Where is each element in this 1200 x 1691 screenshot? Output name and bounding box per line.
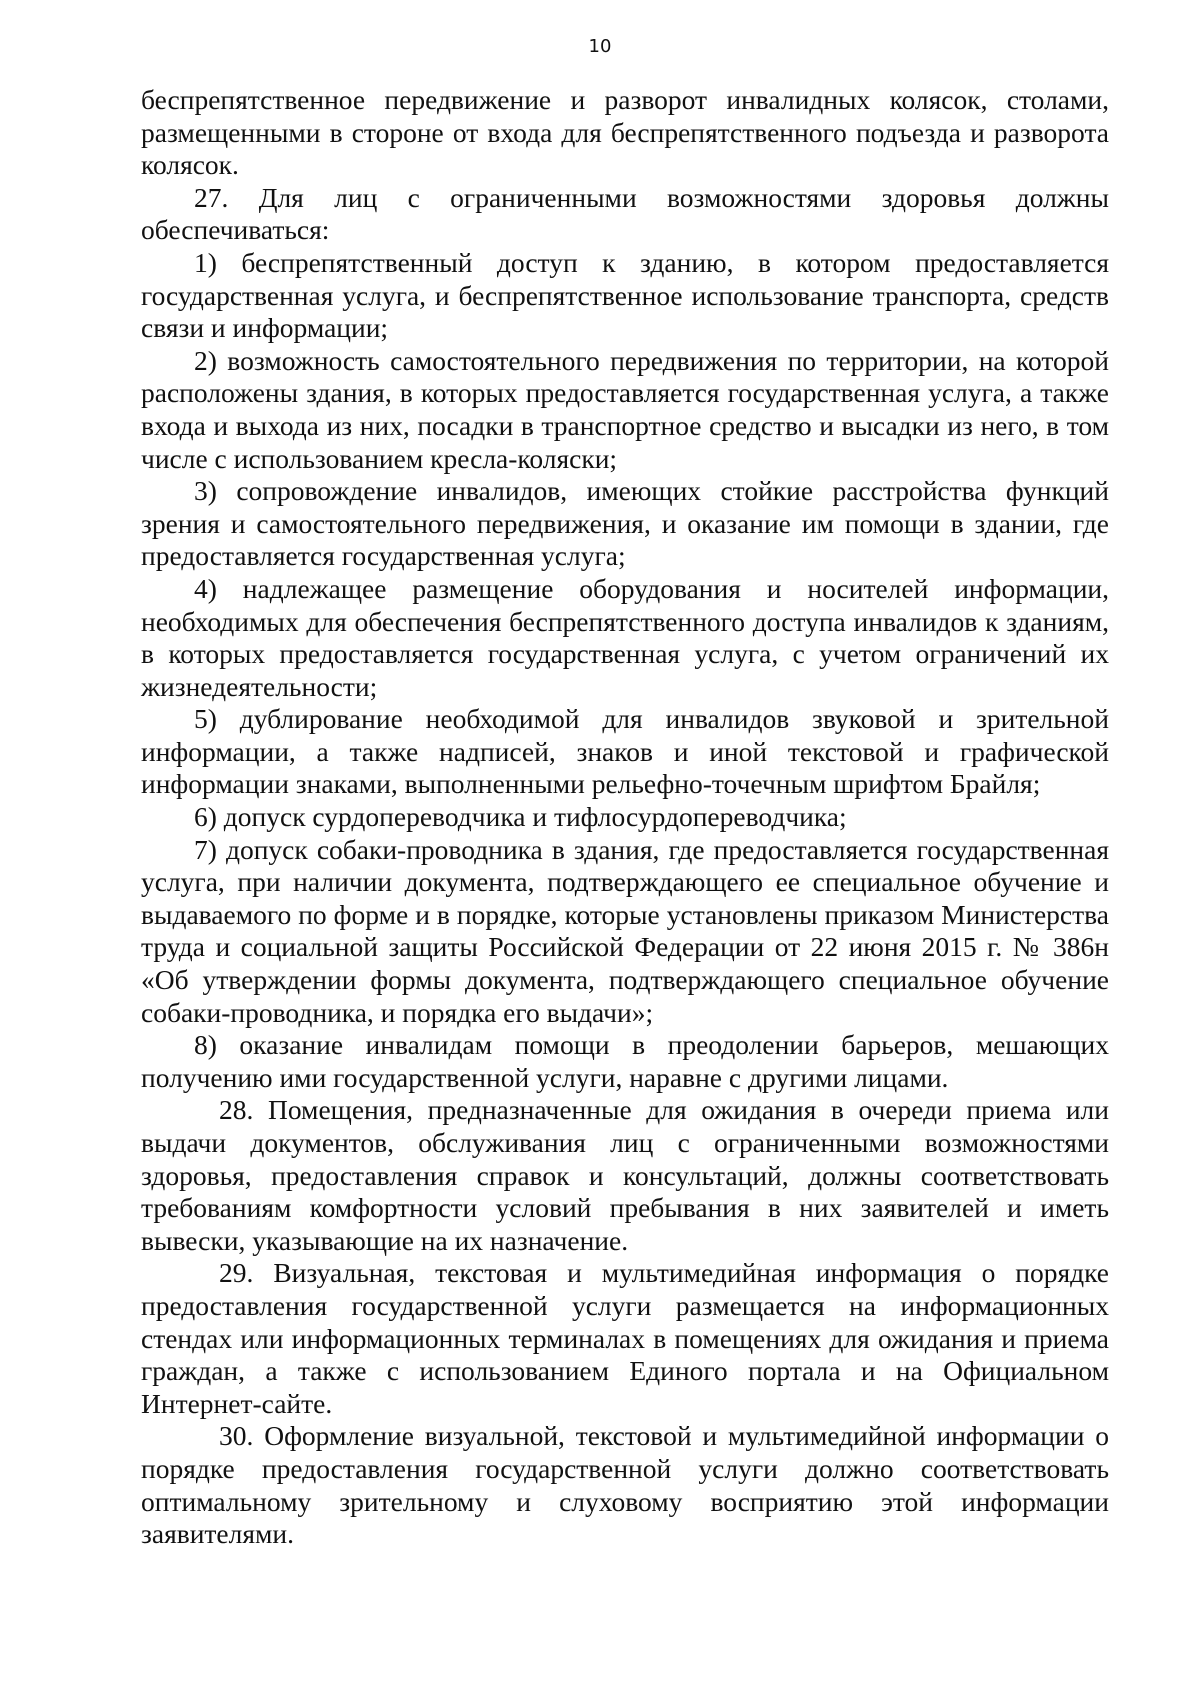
list-item-7: 7) допуск собаки-проводника в здания, где предоставляется государственная услуга, при наличии документа, подтверждающего ее специальное обучение и выдаваемого по форме и в порядке, которые установлены приказом Министерства труда и социальной защиты Российской Федерации от 22 июня 2015 г. № 386н «Об утверждении формы документа, подтверждающего специальное обучение собаки-проводника, и порядка его выдачи»;	[141, 833, 1109, 1028]
paragraph-item-28: 28. Помещения, предназначенные для ожидания в очереди приема или выдачи документов, обслуживания лиц с ограниченными возможностями здоровья, предоставления справок и консультаций, должны соответствовать требованиям комфортности условий пребывания в них заявителей и иметь вывески, указывающие на их назначение.	[141, 1094, 1109, 1256]
document-body	[141, 84, 1109, 1551]
list-item-2: 2) возможность самостоятельного передвижения по территории, на которой расположены здания, в которых предоставляется государственная услуга, а также входа и выхода из них, посадки в транспортное средство и высадки из него, в том числе с использованием кресла-коляски;	[141, 344, 1109, 474]
list-item-1: 1) беспрепятственный доступ к зданию, в котором предоставляется государственная услуга, и беспрепятственное использование транспорта, средств связи и информации;	[141, 246, 1109, 344]
paragraph-continuation: беспрепятственное передвижение и разворот инвалидных колясок, столами, размещенными в стороне от входа для беспрепятственного подъезда и разворота колясок.	[141, 84, 1109, 181]
paragraph-item-29: 29. Визуальная, текстовая и мультимедийная информация о порядке предоставления государственной услуги размещается на информационных стендах или информационных терминалах в помещениях для ожидания и приема граждан, а также с использованием Единого портала и на Официальном Интернет-сайте.	[141, 1257, 1109, 1419]
list-item-5: 5) дублирование необходимой для инвалидов звуковой и зрительной информации, а также надписей, знаков и иной текстовой и графической информации знаками, выполненными рельефно-точечным шрифтом Брайля;	[141, 703, 1109, 800]
page-number: 10	[588, 36, 612, 57]
paragraph-item-30: 30. Оформление визуальной, текстовой и мультимедийной информации о порядке предоставления государственной услуги должно соответствовать оптимальному зрительному и слуховому восприятию этой информации заявителями.	[141, 1420, 1109, 1550]
list-item-6: 6) допуск сурдопереводчика и тифлосурдопереводчика;	[194, 801, 847, 833]
list-item-3: 3) сопровождение инвалидов, имеющих стойкие расстройства функций зрения и самостоятельного передвижения, и оказание им помощи в здании, где предоставляется государственная услуга;	[141, 475, 1109, 572]
list-item-8: 8) оказание инвалидам помощи в преодолении барьеров, мешающих получению ими государственной услуги, наравне с другими лицами.	[141, 1029, 1109, 1093]
list-item-4: 4) надлежащее размещение оборудования и носителей информации, необходимых для обеспечения беспрепятственного доступа инвалидов к зданиям, в которых предоставляется государственная услуга, с учетом ограничений их жизнедеятельности;	[141, 572, 1109, 702]
paragraph-item-27: 27. Для лиц с ограниченными возможностями здоровья должны обеспечиваться:	[141, 181, 1109, 246]
